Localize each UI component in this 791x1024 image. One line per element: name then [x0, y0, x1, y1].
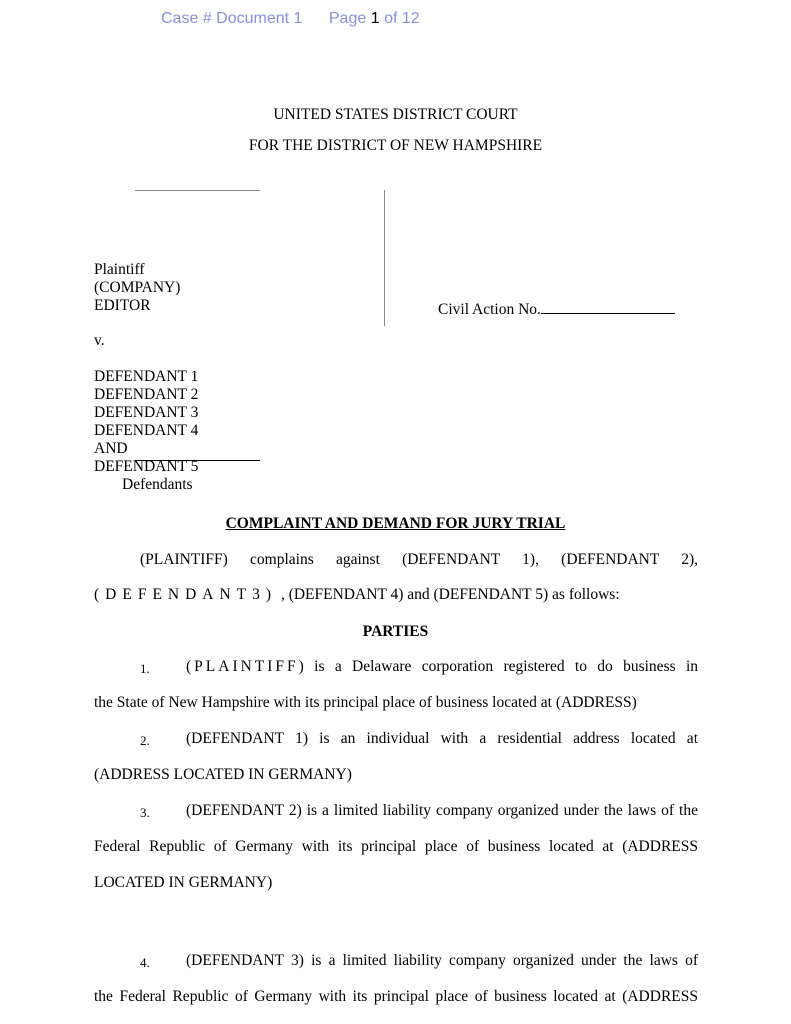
paragraph-4-cont: the Federal Republic of Germany with its principal place of business located at (ADDRESS: [94, 988, 698, 1005]
intro-word: against: [335, 551, 380, 568]
paragraph-number: 1.: [140, 661, 150, 676]
paragraph-3-first-line: (DEFENDANT 2) is a limited liability company organized under the laws of the: [186, 802, 698, 819]
plaintiff-block: [94, 261, 180, 315]
intro-word: (DEFENDANT: [402, 551, 500, 568]
defendant-line: DEFENDANT 5: [94, 458, 199, 475]
page-label: Page: [328, 10, 367, 27]
intro-word: complains: [250, 551, 314, 568]
civil-action: [438, 299, 675, 319]
intro-spaced-party: (DEFENDANT3): [94, 586, 278, 603]
defendant-line: DEFENDANT 4: [94, 422, 199, 439]
page-number: 1: [370, 10, 380, 27]
intro-line-2: [94, 586, 620, 604]
defendant-line: AND: [94, 440, 128, 457]
paragraph-number: 3.: [140, 805, 150, 820]
document-title: COMPLAINT AND DEMAND FOR JURY TRIAL: [225, 515, 566, 532]
case-label: Case #: [161, 10, 212, 27]
paragraph-number: 2.: [140, 733, 150, 748]
intro-line-1: [94, 551, 698, 569]
intro-word: (DEFENDANT: [561, 551, 660, 568]
page-total: of 12: [384, 10, 420, 27]
defendant-line: DEFENDANT 1: [94, 368, 199, 385]
paragraph-number: 4.: [140, 955, 150, 970]
plaintiff-line: Plaintiff: [94, 261, 145, 278]
court-district: FOR THE DISTRICT OF NEW HAMPSHIRE: [248, 137, 543, 154]
paragraph-1-first-line: [186, 658, 698, 676]
intro-word: 2),: [681, 551, 699, 568]
civil-action-blank[interactable]: [541, 299, 675, 314]
paragraph-2-cont: (ADDRESS LOCATED IN GERMANY): [94, 766, 352, 783]
civil-action-label: Civil Action No.: [438, 301, 541, 318]
caption-top-rule: [135, 190, 260, 191]
paragraph-3-cont: LOCATED IN GERMANY): [94, 874, 273, 891]
paragraph-2-first-line: (DEFENDANT 1) is an individual with a residential address located at: [186, 730, 698, 747]
versus: v.: [94, 332, 105, 349]
court-name: UNITED STATES DISTRICT COURT: [273, 106, 518, 123]
defendants-block: [94, 368, 198, 494]
paragraph-3-cont: Federal Republic of Germany with its principal place of business located at (ADDRESS: [94, 838, 698, 855]
page-header: [161, 10, 420, 28]
defendants-label: Defendants: [122, 476, 193, 493]
parties-heading: PARTIES: [362, 623, 429, 640]
paragraph-4-first-line: (DEFENDANT 3) is a limited liability company organized under the laws of: [186, 952, 698, 969]
caption-divider: [384, 190, 385, 326]
plaintiff-line: EDITOR: [94, 297, 151, 314]
intro-word: 1),: [522, 551, 539, 568]
paragraph-1-cont: the State of New Hampshire with its principal place of business located at (ADDRESS): [94, 694, 637, 711]
intro-rest: , (DEFENDANT 4) and (DEFENDANT 5) as follows:: [280, 586, 620, 603]
intro-word: (PLAINTIFF): [140, 551, 228, 568]
document-label: Document 1: [216, 10, 303, 27]
defendant-line: DEFENDANT 3: [94, 404, 199, 421]
plaintiff-line: (COMPANY): [94, 279, 181, 296]
plaintiff-spaced: (PLAINTIFF): [186, 658, 307, 675]
defendant-line: DEFENDANT 2: [94, 386, 199, 403]
paragraph-1-rest: is a Delaware corporation registered to do business in: [314, 658, 699, 675]
